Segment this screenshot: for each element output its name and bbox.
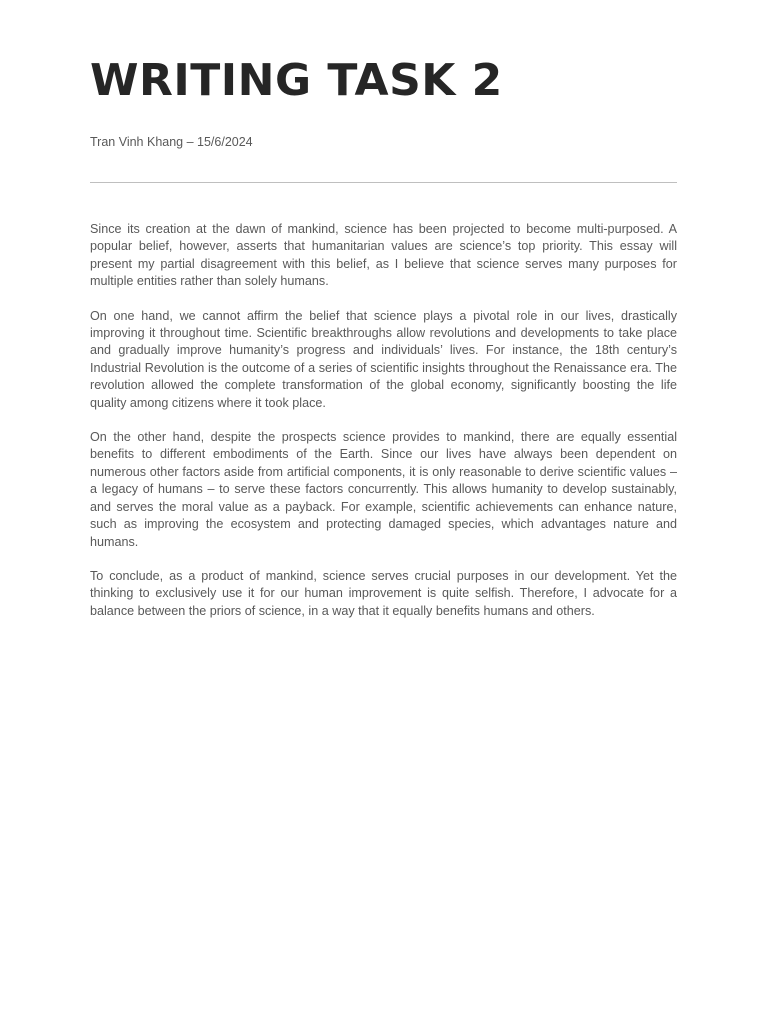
paragraph-conclusion: To conclude, as a product of mankind, science serves crucial purposes in our development. Yet the thinking to exclusively use it for our human improvement is quite selfish. Therefore, I advocate for a balance between the priors of science, in a way that it equally benefits humans and others. (90, 568, 677, 618)
essay-body (90, 221, 677, 637)
author-date-line: Tran Vinh Khang – 15/6/2024 (90, 135, 253, 149)
paragraph-body-two: On the other hand, despite the prospects science provides to mankind, there are equally essential benefits to different embodiments of the Earth. Since our lives have always been dependent on numerous other factors aside from artificial components, it is only reasonable to derive scientific values – a legacy of humans – to serve these factors concurrently. This allows humanity to develop sustainably, and serves the moral value as a payback. For example, scientific achievements can enhance nature, such as improving the ecosystem and protecting damaged species, which advantages nature and humans. (90, 430, 677, 549)
horizontal-divider (90, 182, 677, 183)
document-title: WRITING TASK 2 (90, 55, 503, 106)
paragraph-body-one: On one hand, we cannot affirm the belief that science plays a pivotal role in our lives, drastically improving it throughout time. Scientific breakthroughs allow revolutions and developments to take place and gradually improve humanity’s progress and individuals’ lives. For instance, the 18th century’s Industrial Revolution is the outcome of a series of scientific insights throughout the Renaissance era. The revolution allowed the complete transformation of the global economy, significantly boosting the life quality among citizens where it took place. (90, 308, 677, 410)
paragraph-introduction: Since its creation at the dawn of mankind, science has been projected to become multi-purposed. A popular belief, however, asserts that humanitarian values are science’s top priority. This essay will present my partial disagreement with this belief, as I believe that science serves many purposes for multiple entities rather than solely humans. (90, 222, 677, 289)
